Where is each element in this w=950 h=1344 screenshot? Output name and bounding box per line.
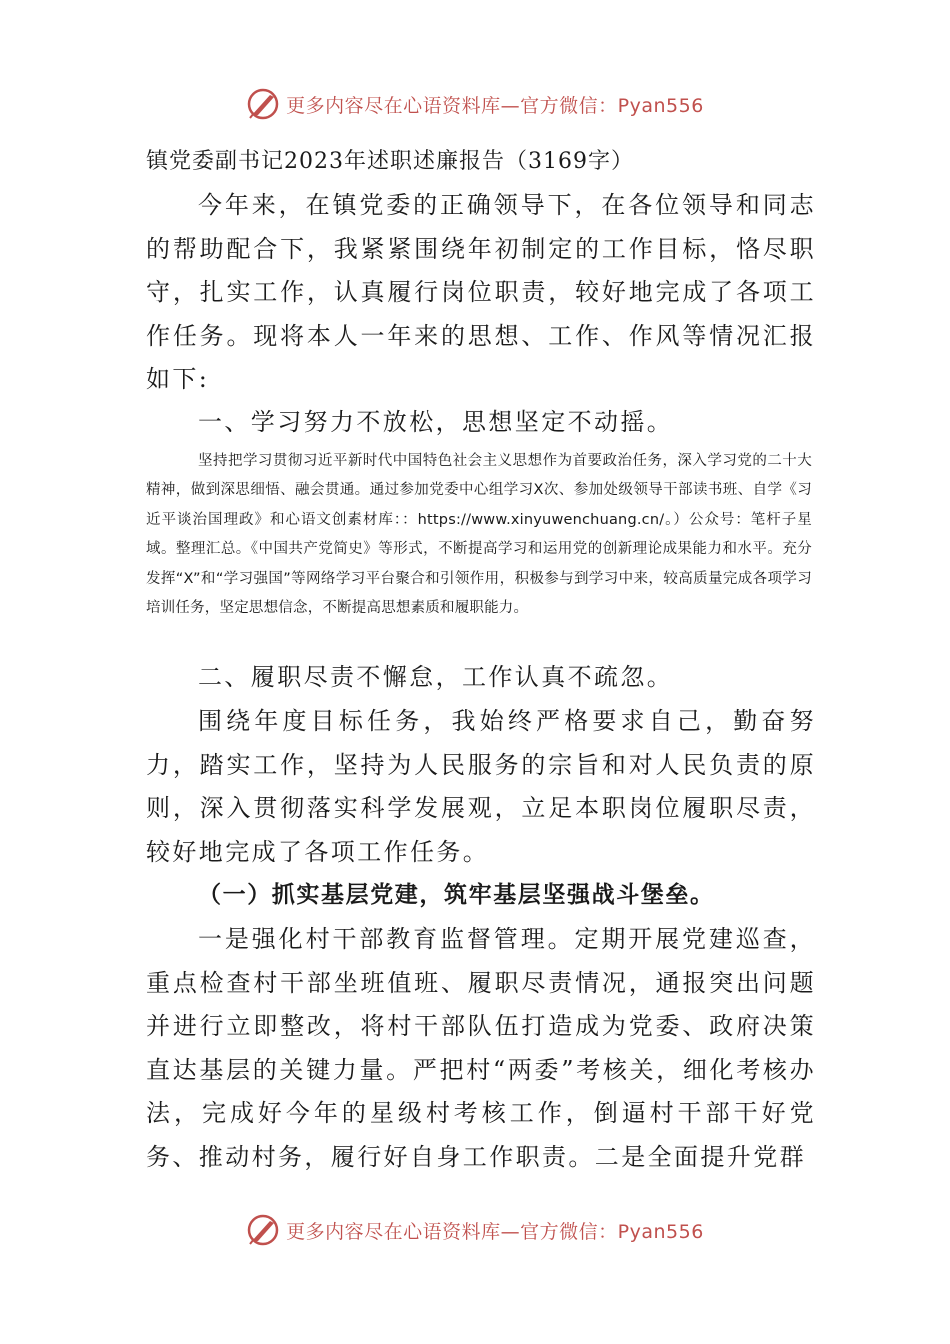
quill-logo-icon (246, 1213, 280, 1247)
party-building-paragraph: 一是强化村干部教育监督管理。定期开展党建巡查，重点检查村干部坐班值班、履职尽责情况，通报突出问题并进行立即整改，将村干部队伍打造成为党委、政府决策直达基层的关键力量。严把村“两委”考核关，细化考核办法，完成好今年的星级村考核工作，倒逼村干部干好党务、推动村务，履行好自身工作职责。二是全面提升党群 (146, 925, 816, 1171)
section-heading-1: 一、学习努力不放松，思想坚定不动摇。 (198, 408, 674, 436)
quill-logo-icon (246, 87, 280, 121)
watermark-banner-bottom (0, 1210, 950, 1250)
intro-paragraph: 今年来，在镇党委的正确领导下，在各位领导和同志的帮助配合下，我紧紧围绕年初制定的工作目标，恪尽职守，扎实工作，认真履行岗位职责，较好地完成了各项工作任务。现将本人一年来的思想、工作、作风等情况汇报如下: (146, 191, 816, 393)
document-title: 镇党委副书记2023年述职述廉报告（3169字） (146, 149, 634, 174)
study-paragraph: 坚持把学习贯彻习近平新时代中国特色社会主义思想作为首要政治任务，深入学习党的二十大精神，做到深思细悟、融会贯通。通过参加党委中心组学习X次、参加处级领导干部读书班、自学《习近平谈治国理政》和心语文创素材库：：https://www.xinyuwenchuang.cn/。）公众号：笔杆子星域。整理汇总。《中国共产党简史》等形式，不断提高学习和运用党的创新理论成果能力和水平。充分发挥“X”和“学习强国”等网络学习平台聚合和引领作用，积极参与到学习中来，较高质量完成各项学习培训任务，坚定思想信念，不断提高思想素质和履职能力。 (146, 453, 812, 617)
watermark-text: 更多内容尽在心语资料库—官方微信：Pyan556 (286, 1220, 704, 1243)
watermark-text: 更多内容尽在心语资料库—官方微信：Pyan556 (286, 94, 704, 117)
watermark-banner-top (0, 84, 950, 124)
duty-paragraph: 围绕年度目标任务，我始终严格要求自己，勤奋努力，踏实工作，坚持为人民服务的宗旨和对人民负责的原则，深入贯彻落实科学发展观，立足本职岗位履职尽责，较好地完成了各项工作任务。 (146, 707, 816, 866)
section-heading-2: 二、履职尽责不懈怠，工作认真不疏忽。 (198, 663, 674, 691)
subsection-heading-1: （一）抓实基层党建，筑牢基层坚强战斗堡垒。 (198, 882, 715, 908)
